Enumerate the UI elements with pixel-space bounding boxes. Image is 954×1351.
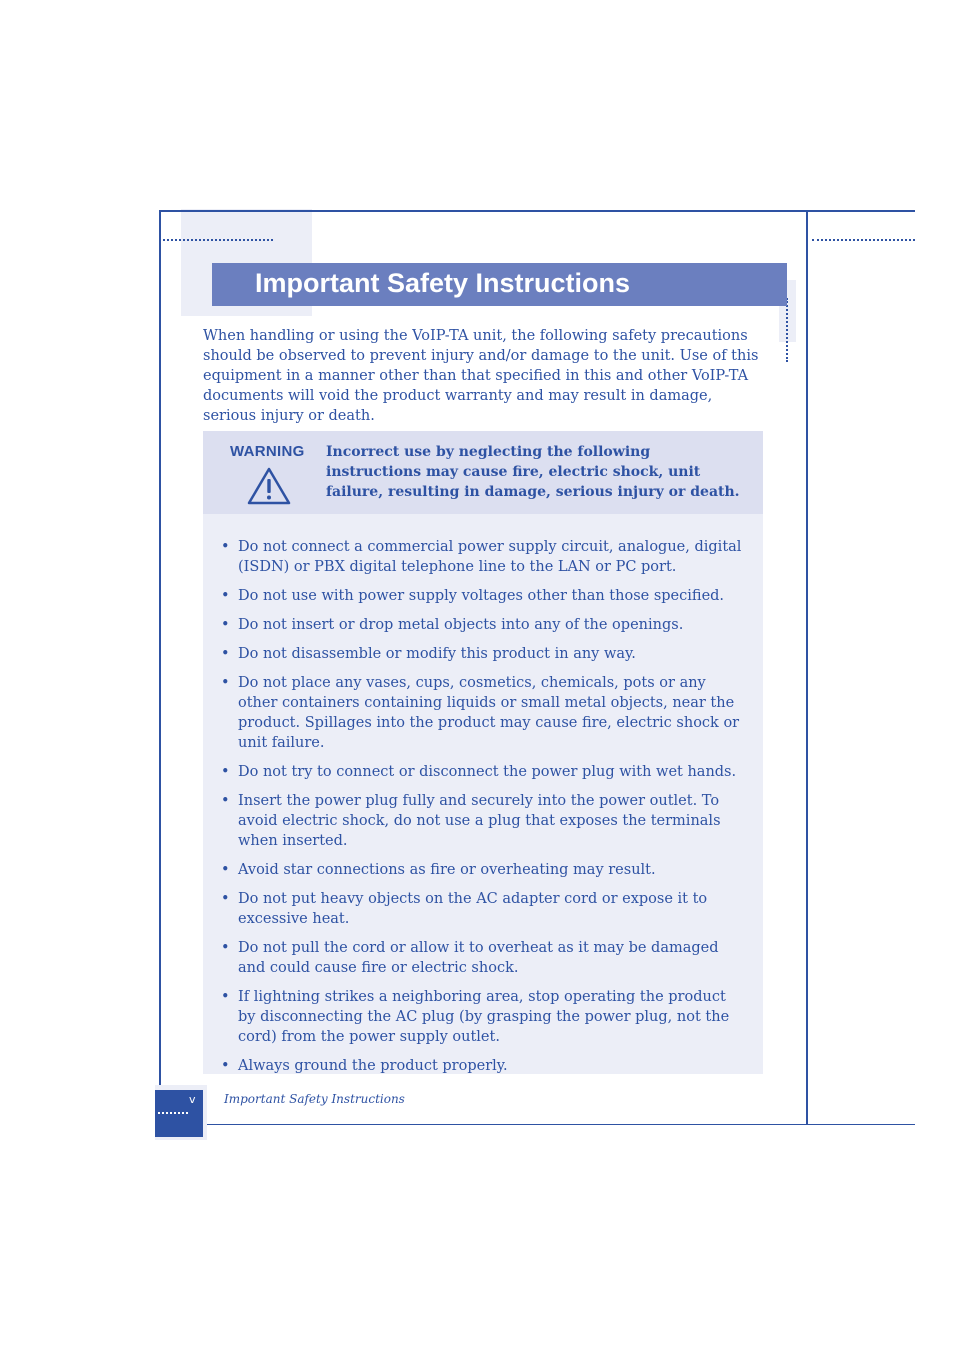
instructions-list <box>203 537 763 1085</box>
footer-section-title: Important Safety Instructions <box>224 1092 405 1106</box>
warning-box <box>203 431 763 514</box>
intro-paragraph: When handling or using the VoIP-TA unit, the following safety precautions should be observed to prevent injury and/or damage to the unit. Use of this equipment in a manner other than that specified in this and other VoIP-TA documents will void the product warranty and may result in damage, serious injury or death. <box>203 328 759 424</box>
top-rule <box>159 210 915 212</box>
title-bar <box>212 263 787 306</box>
instructions-box <box>203 514 763 1074</box>
warning-text: Incorrect use by neglecting the following instructions may cause fire, electric shock, unit failure, resulting in damage, serious injury or death. <box>326 444 740 500</box>
list-item: • Do not connect a commercial power supply circuit, analogue, digital (ISDN) or PBX digital telephone line to the LAN or PC port. <box>203 537 763 577</box>
list-item: • Do not pull the cord or allow it to overheat as it may be damaged and could cause fire or electric shock. <box>203 938 763 978</box>
list-item: • Always ground the product properly. <box>203 1056 763 1076</box>
list-item: • Do not place any vases, cups, cosmetics, chemicals, pots or any other containers containing liquids or small metal objects, near the product. Spillages into the product may cause fire, electric shock or unit failure. <box>203 673 763 753</box>
warning-label: WARNING <box>230 443 305 460</box>
side-dots <box>786 298 788 362</box>
warning-triangle-icon <box>246 466 292 510</box>
list-item: • Do not insert or drop metal objects into any of the openings. <box>203 615 763 635</box>
list-item: • Do not put heavy objects on the AC adapter cord or expose it to excessive heat. <box>203 889 763 929</box>
list-item: • If lightning strikes a neighboring area, stop operating the product by disconnecting the AC plug (by grasping the power plug, not the cord) from the power supply outlet. <box>203 987 763 1047</box>
page-tab-dots <box>158 1112 188 1114</box>
list-item: • Avoid star connections as fire or overheating may result. <box>203 860 763 880</box>
list-item: • Do not use with power supply voltages other than those specified. <box>203 586 763 606</box>
bottom-rule <box>203 1124 915 1125</box>
right-rule <box>806 210 808 1125</box>
header-dots-left <box>163 239 273 241</box>
page-title: Important Safety Instructions <box>255 268 631 298</box>
page-number: v <box>189 1093 196 1106</box>
list-item: • Insert the power plug fully and securely into the power outlet. To avoid electric shock, do not use a plug that exposes the terminals when inserted. <box>203 791 763 851</box>
list-item: • Do not try to connect or disconnect the power plug with wet hands. <box>203 762 763 782</box>
left-rule <box>159 210 161 1090</box>
list-item: • Do not disassemble or modify this product in any way. <box>203 644 763 664</box>
header-dots-right <box>812 239 915 241</box>
